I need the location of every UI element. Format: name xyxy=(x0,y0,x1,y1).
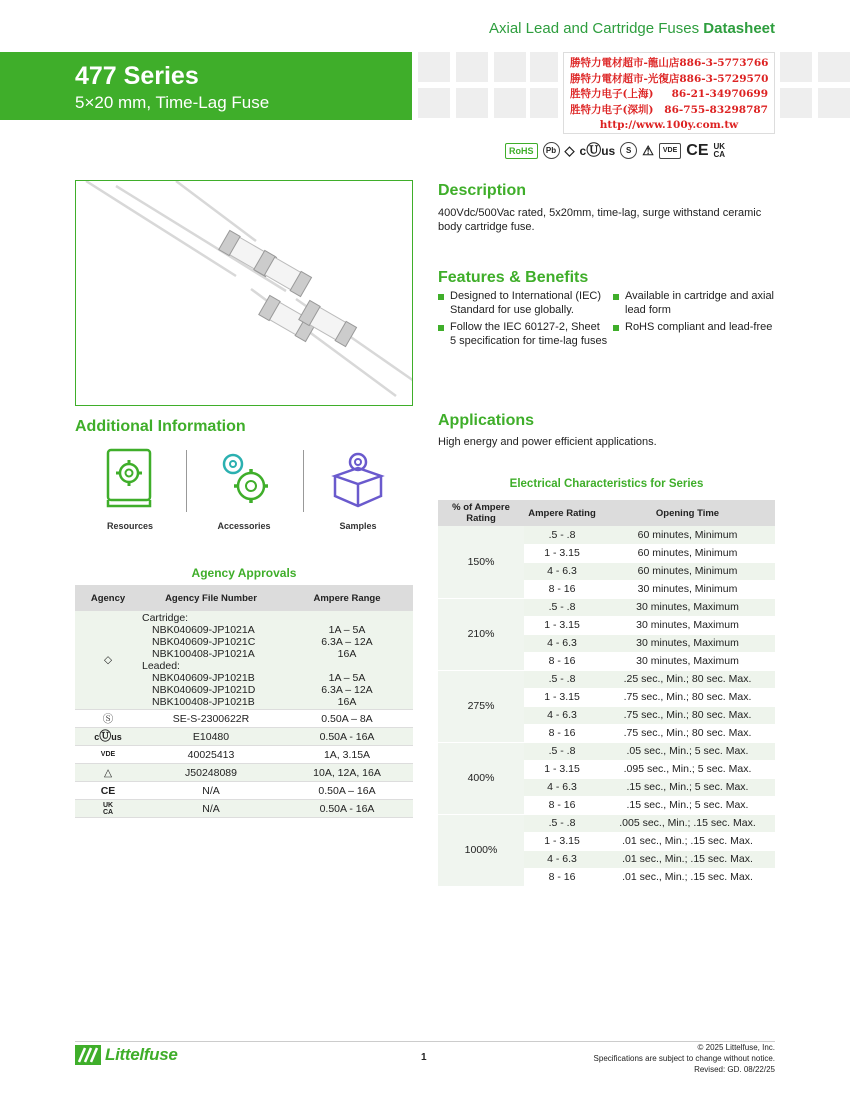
a-triangle-icon: △ xyxy=(75,764,141,782)
table-header xyxy=(75,585,413,611)
table-header xyxy=(438,500,775,526)
ampere-rating-cell: 8 - 16 xyxy=(524,652,600,670)
table-row xyxy=(438,670,775,688)
footer-notes xyxy=(594,1042,775,1075)
opening-time-cell: .01 sec., Min.; .15 sec. Max. xyxy=(600,832,775,850)
header-doctype: Datasheet xyxy=(703,20,775,37)
agency-file-cell: E10480 xyxy=(141,728,281,746)
opening-time-cell: 60 minutes, Minimum xyxy=(600,526,775,544)
revised-text: Revised: GD. 08/22/25 xyxy=(694,1065,775,1074)
copyright-text: © 2025 Littelfuse, Inc. xyxy=(697,1043,775,1052)
column-header: Opening Time xyxy=(600,500,775,526)
littelfuse-logo-icon xyxy=(75,1045,101,1065)
opening-time-cell: .05 sec., Min.; 5 sec. Max. xyxy=(600,742,775,760)
rohs-icon: RoHS xyxy=(505,143,538,159)
ampere-rating-cell: 1 - 3.15 xyxy=(524,616,600,634)
ampere-rating-cell: 1 - 3.15 xyxy=(524,544,600,562)
table-row xyxy=(75,782,413,800)
table-row xyxy=(438,598,775,616)
stamp-row: 勝特力電材超市-龍山店 886-3-5773766 xyxy=(570,57,769,69)
book-gear-icon xyxy=(104,448,156,510)
table-row xyxy=(75,728,413,746)
agency-file-cell: Cartridge: NBK040609-JP1021A NBK040609-JP1021C NBK100408-JP1021A Leaded: NBK040609-JP1021B NBK040609-JP1021D NBK100408-JP1021B xyxy=(141,611,281,710)
column-header: Agency File Number xyxy=(141,585,281,611)
pse-icon: ◇ xyxy=(564,142,575,158)
ampere-range-cell: 0.50A - 16A xyxy=(281,728,413,746)
electrical-characteristics-heading: Electrical Characteristics for Series xyxy=(509,478,704,490)
feature-item: Follow the IEC 60127-2, Sheet 5 specification for time-lag fuses xyxy=(438,321,608,348)
ampere-rating-cell: .5 - .8 xyxy=(524,526,600,544)
gears-icon xyxy=(213,448,275,510)
title-banner xyxy=(0,52,412,120)
applications-text: High energy and power efficient applications. xyxy=(438,436,657,448)
table-row xyxy=(75,746,413,764)
agency-file-cell: J50248089 xyxy=(141,764,281,782)
resources-link[interactable] xyxy=(75,448,185,531)
certification-marks xyxy=(505,142,725,159)
vde-icon: VDE xyxy=(659,143,681,159)
opening-time-cell: .15 sec., Min.; 5 sec. Max. xyxy=(600,778,775,796)
header-category xyxy=(489,20,775,37)
opening-time-cell: 30 minutes, Maximum xyxy=(600,598,775,616)
agency-file-cell: 40025413 xyxy=(141,746,281,764)
opening-time-cell: 30 minutes, Maximum xyxy=(600,634,775,652)
features-list-left xyxy=(438,290,608,352)
samples-label: Samples xyxy=(339,521,377,531)
opening-time-cell: .095 sec., Min.; 5 sec. Max. xyxy=(600,760,775,778)
stamp-row: 胜特力电子(上海) 86-21-34970699 xyxy=(570,88,768,100)
ampere-rating-cell: 4 - 6.3 xyxy=(524,706,600,724)
table-row xyxy=(75,764,413,782)
accessories-label: Accessories xyxy=(217,521,271,531)
opening-time-cell: 60 minutes, Minimum xyxy=(600,544,775,562)
ampere-range-cell: 1A – 5A 6.3A – 12A 16A 1A – 5A 6.3A – 12A 16A xyxy=(281,611,413,710)
stamp-url[interactable]: http://www.100y.com.tw xyxy=(599,119,739,131)
notice-text: Specifications are subject to change without notice. xyxy=(593,1054,775,1063)
opening-time-cell: .01 sec., Min.; .15 sec. Max. xyxy=(600,850,775,868)
column-header: Agency xyxy=(75,585,141,611)
ampere-range-cell: 1A, 3.15A xyxy=(281,746,413,764)
ampere-rating-cell: 1 - 3.15 xyxy=(524,832,600,850)
page-number: 1 xyxy=(421,1052,427,1063)
ampere-range-cell: 0.50A – 8A xyxy=(281,710,413,728)
series-subtitle: 5×20 mm, Time-Lag Fuse xyxy=(75,93,270,112)
product-image xyxy=(75,180,413,406)
features-heading: Features & Benefits xyxy=(438,269,589,286)
fuse-illustration xyxy=(76,181,413,406)
opening-time-cell: .75 sec., Min.; 80 sec. Max. xyxy=(600,706,775,724)
percent-rating-cell: 210% xyxy=(438,598,524,670)
vde-icon: VDE xyxy=(75,746,141,764)
s-mark-icon: S xyxy=(620,142,637,159)
table-row xyxy=(75,611,413,710)
table-row xyxy=(75,710,413,728)
ampere-rating-cell: 1 - 3.15 xyxy=(524,688,600,706)
ce-icon: CE xyxy=(686,141,709,159)
agency-file-cell: N/A xyxy=(141,782,281,800)
ampere-range-cell: 10A, 12A, 16A xyxy=(281,764,413,782)
ukca-icon: UK CA xyxy=(713,141,726,159)
percent-rating-cell: 400% xyxy=(438,742,524,814)
brand-name: Littelfuse xyxy=(105,1045,178,1064)
agency-approvals-heading: Agency Approvals xyxy=(191,566,297,580)
series-title: 477 Series xyxy=(75,62,199,90)
ampere-rating-cell: 8 - 16 xyxy=(524,796,600,814)
ampere-rating-cell: 4 - 6.3 xyxy=(524,634,600,652)
additional-info-links xyxy=(75,448,413,538)
ampere-rating-cell: 4 - 6.3 xyxy=(524,778,600,796)
divider xyxy=(186,450,187,512)
ampere-rating-cell: .5 - .8 xyxy=(524,814,600,832)
ampere-range-cell: 0.50A - 16A xyxy=(281,800,413,818)
description-heading: Description xyxy=(438,182,527,199)
feature-item: Available in cartridge and axial lead form xyxy=(613,290,778,317)
column-header: Ampere Rating xyxy=(524,500,600,526)
percent-rating-cell: 1000% xyxy=(438,814,524,886)
cul-us-icon: cⓊus xyxy=(75,728,141,746)
opening-time-cell: 60 minutes, Minimum xyxy=(600,562,775,580)
ce-icon: CE xyxy=(75,782,141,800)
opening-time-cell: 30 minutes, Maximum xyxy=(600,616,775,634)
ukca-icon: UK CA xyxy=(75,800,141,818)
box-gear-icon xyxy=(327,448,389,510)
ampere-rating-cell: .5 - .8 xyxy=(524,742,600,760)
agency-file-cell: N/A xyxy=(141,800,281,818)
cul-us-icon: cⓊus xyxy=(579,141,616,159)
ampere-rating-cell: 4 - 6.3 xyxy=(524,562,600,580)
opening-time-cell: .25 sec., Min.; 80 sec. Max. xyxy=(600,670,775,688)
table-row xyxy=(438,526,775,544)
accessories-link[interactable] xyxy=(189,448,299,531)
agency-approvals-table xyxy=(75,585,413,818)
ampere-rating-cell: 1 - 3.15 xyxy=(524,760,600,778)
ampere-rating-cell: 8 - 16 xyxy=(524,580,600,598)
column-header: Ampere Range xyxy=(281,585,413,611)
electrical-characteristics-table xyxy=(438,500,775,887)
table-row xyxy=(438,814,775,832)
description-text: 400Vdc/500Vac rated, 5x20mm, time-lag, surge withstand ceramic body cartridge fuse. xyxy=(438,207,762,233)
ampere-rating-cell: .5 - .8 xyxy=(524,670,600,688)
distributor-stamp xyxy=(563,52,775,134)
opening-time-cell: .75 sec., Min.; 80 sec. Max. xyxy=(600,724,775,742)
percent-rating-cell: 275% xyxy=(438,670,524,742)
opening-time-cell: 30 minutes, Maximum xyxy=(600,652,775,670)
a-triangle-icon: ⚠ xyxy=(642,142,654,158)
opening-time-cell: .005 sec., Min.; .15 sec. Max. xyxy=(600,814,775,832)
ampere-rating-cell: 8 - 16 xyxy=(524,868,600,886)
percent-rating-cell: 150% xyxy=(438,526,524,598)
ampere-rating-cell: .5 - .8 xyxy=(524,598,600,616)
table-row xyxy=(75,800,413,818)
opening-time-cell: 30 minutes, Minimum xyxy=(600,580,775,598)
feature-item: RoHS compliant and lead-free xyxy=(613,321,778,335)
applications-heading: Applications xyxy=(438,412,535,429)
s-mark-icon: Ⓢ xyxy=(75,710,141,728)
features-list-right xyxy=(613,290,778,339)
column-header: % of Ampere Rating xyxy=(438,500,524,526)
pb-free-icon: Pb xyxy=(543,142,560,159)
opening-time-cell: .75 sec., Min.; 80 sec. Max. xyxy=(600,688,775,706)
stamp-row: 勝特力電材超市-光復店 886-3-5729570 xyxy=(570,72,769,85)
opening-time-cell: .15 sec., Min.; 5 sec. Max. xyxy=(600,796,775,814)
ampere-rating-cell: 8 - 16 xyxy=(524,724,600,742)
stamp-row: 胜特力电子(深圳) 86-755-83298787 xyxy=(570,103,768,116)
table-row xyxy=(438,742,775,760)
resources-label: Resources xyxy=(106,521,154,531)
ampere-rating-cell: 4 - 6.3 xyxy=(524,850,600,868)
agency-file-cell: SE-S-2300622R xyxy=(141,710,281,728)
ampere-range-cell: 0.50A – 16A xyxy=(281,782,413,800)
additional-info-heading: Additional Information xyxy=(75,418,246,435)
pse-icon: ◇ xyxy=(75,611,141,710)
opening-time-cell: .01 sec., Min.; .15 sec. Max. xyxy=(600,868,775,886)
feature-item: Designed to International (IEC) Standard for use globally. xyxy=(438,290,608,317)
header-category-text: Axial Lead and Cartridge Fuses xyxy=(489,20,700,37)
samples-link[interactable] xyxy=(303,448,413,531)
littelfuse-logo[interactable] xyxy=(75,1045,178,1065)
